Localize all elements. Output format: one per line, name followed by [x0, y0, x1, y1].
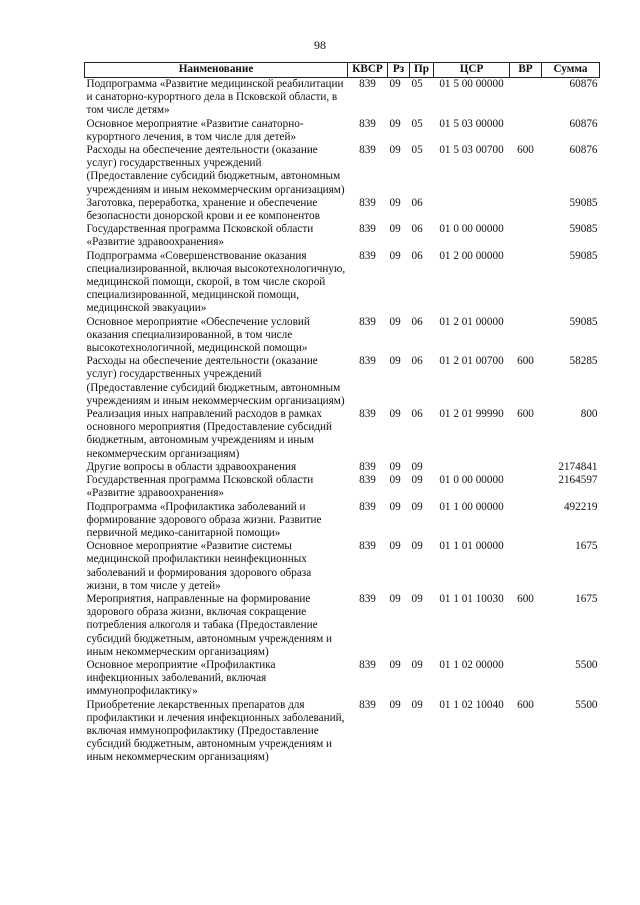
row-pr-cell: 06 [411, 223, 423, 236]
row-csr-cell [434, 461, 510, 474]
row-csr-cell: 01 2 00 00000 [439, 249, 504, 262]
row-csr-cell: 01 1 02 10040 [439, 698, 504, 711]
row-name-cell: Подпрограмма «Совершенствование оказания специализированной, включая высокотехнологичную, медицинской помощи, скорой, в том числе скорой специализированной, медицинской помощи, медицинской эвакуации» [86, 249, 346, 315]
row-rz-cell: 09 [389, 408, 401, 421]
row-pr-cell: 09 [411, 658, 423, 671]
row-kvsr-cell: 839 [359, 460, 376, 473]
row-rz-cell: 09 [389, 460, 401, 473]
row-sum-cell: 492219 [563, 500, 598, 513]
row-sum-cell: 59085 [569, 223, 598, 236]
row-vr-cell: 600 [517, 698, 534, 711]
table-row [85, 223, 600, 249]
table-row [85, 118, 600, 144]
header-vr: ВР [510, 63, 542, 78]
row-kvsr-cell: 839 [359, 500, 376, 513]
row-vr-cell [510, 316, 542, 356]
row-pr-cell: 05 [411, 78, 423, 90]
row-rz-cell: 09 [389, 658, 401, 671]
row-kvsr-cell: 839 [359, 592, 376, 605]
table-row [85, 144, 600, 197]
row-csr-cell: 01 5 03 00000 [439, 117, 504, 130]
row-rz-cell: 09 [389, 592, 401, 605]
row-rz-cell: 09 [389, 474, 401, 487]
row-sum-cell: 60876 [569, 117, 598, 130]
row-name-cell: Основное мероприятие «Развитие санаторно-курортного лечения, в том числе для детей» [86, 117, 304, 143]
row-kvsr-cell: 839 [359, 223, 376, 236]
row-pr-cell: 09 [411, 540, 423, 553]
row-csr-cell: 01 2 01 00700 [439, 355, 504, 368]
row-csr-cell: 01 1 01 00000 [439, 540, 504, 553]
row-name-cell: Государственная программа Псковской области «Развитие здравоохранения» [86, 223, 314, 249]
row-name-cell: Подпрограмма «Развитие медицинской реабилитации и санаторно-курортного дела в Псковской области, в том числе детям» [86, 78, 344, 117]
table-header-row [85, 63, 600, 78]
table-row [85, 540, 600, 593]
table-row [85, 593, 600, 659]
row-rz-cell: 09 [389, 144, 401, 157]
header-pr: Пр [410, 63, 434, 78]
row-kvsr-cell: 839 [359, 144, 376, 157]
row-sum-cell: 59085 [569, 249, 598, 262]
table-row [85, 78, 600, 118]
row-pr-cell: 05 [411, 117, 423, 130]
row-rz-cell: 09 [389, 540, 401, 553]
row-sum-cell: 59085 [569, 196, 598, 209]
row-sum-cell: 5500 [575, 698, 598, 711]
row-name-cell: Подпрограмма «Профилактика заболеваний и формирование здорового образа жизни. Развитие первичной медико-санитарной помощи» [86, 500, 322, 539]
header-sum: Сумма [542, 63, 600, 78]
row-vr-cell [510, 659, 542, 699]
row-kvsr-cell: 839 [359, 540, 376, 553]
row-kvsr-cell: 839 [359, 355, 376, 368]
row-pr-cell: 09 [411, 698, 423, 711]
row-pr-cell: 06 [411, 196, 423, 209]
row-name-cell: Основное мероприятие «Развитие системы медицинской профилактики неинфекционных заболеваний и формирования здорового образа жизни, в том числе у детей» [86, 540, 312, 592]
row-pr-cell: 06 [411, 355, 423, 368]
row-vr-cell [510, 540, 542, 593]
page-number: 98 [314, 38, 326, 52]
row-csr-cell: 01 2 01 99990 [439, 408, 504, 421]
row-pr-cell: 05 [411, 144, 423, 157]
row-kvsr-cell: 839 [359, 249, 376, 262]
row-name-cell: Расходы на обеспечение деятельности (оказание услуг) государственных учреждений (Предоставление субсидий бюджетным, автономным учреждениям и иным некоммерческим организациям) [86, 144, 345, 196]
row-pr-cell: 06 [411, 408, 423, 421]
table-row [85, 699, 600, 765]
table-row [85, 197, 600, 223]
row-csr-cell: 01 1 00 00000 [439, 500, 504, 513]
row-csr-cell: 01 2 01 00000 [439, 315, 504, 328]
row-name-cell: Основное мероприятие «Обеспечение условий оказания специализированной, в том числе высокотехнологичной, медицинской помощи» [86, 315, 310, 355]
table-row [85, 474, 600, 500]
row-vr-cell: 600 [517, 355, 534, 368]
row-name-cell: Мероприятия, направленные на формирование здорового образа жизни, включая сокращение потребления алкоголя и табака (Предоставление субсидий бюджетным, автономным учреждениям и иным некоммерческим организациям) [86, 592, 332, 658]
row-vr-cell [510, 197, 542, 223]
row-sum-cell: 1675 [575, 592, 598, 605]
row-kvsr-cell: 839 [359, 474, 376, 487]
row-rz-cell: 09 [389, 117, 401, 130]
row-kvsr-cell: 839 [359, 408, 376, 421]
row-csr-cell [434, 197, 510, 223]
row-rz-cell: 09 [389, 315, 401, 328]
row-sum-cell: 59085 [569, 315, 598, 328]
row-pr-cell: 09 [411, 500, 423, 513]
row-csr-cell: 01 1 01 10030 [439, 592, 504, 605]
row-vr-cell [510, 78, 542, 118]
row-name-cell: Приобретение лекарственных препаратов для профилактики и лечения инфекционных заболеваний, включая иммунопрофилактику (Предоставление субсидий бюджетным, автономным учреждениям и иным некоммерческим организациям) [86, 698, 345, 764]
row-csr-cell: 01 0 00 00000 [439, 474, 504, 487]
row-rz-cell: 09 [389, 249, 401, 262]
row-pr-cell: 09 [411, 592, 423, 605]
row-name-cell: Другие вопросы в области здравоохранения [86, 460, 297, 473]
row-name-cell: Реализация иных направлений расходов в рамках основного мероприятия (Предоставление субсидий бюджетным, автономным учреждениям и иным некоммерческим организациям) [86, 408, 332, 460]
row-rz-cell: 09 [389, 78, 401, 90]
header-kvsr: КВСР [348, 63, 388, 78]
row-vr-cell [510, 501, 542, 541]
header-name: Наименование [85, 63, 348, 78]
row-csr-cell: 01 1 02 00000 [439, 658, 504, 671]
row-csr-cell: 01 0 00 00000 [439, 223, 504, 236]
row-pr-cell: 09 [411, 460, 423, 473]
table-body [85, 78, 600, 765]
row-rz-cell: 09 [389, 196, 401, 209]
row-kvsr-cell: 839 [359, 78, 376, 90]
row-name-cell: Государственная программа Псковской области «Развитие здравоохранения» [86, 474, 314, 500]
row-sum-cell: 58285 [569, 355, 598, 368]
row-vr-cell [510, 118, 542, 144]
budget-table [84, 62, 600, 765]
table-row [85, 250, 600, 316]
row-sum-cell: 2174841 [558, 460, 598, 473]
row-vr-cell [510, 474, 542, 500]
table-row [85, 408, 600, 461]
table-row [85, 659, 600, 699]
row-vr-cell [510, 223, 542, 249]
row-kvsr-cell: 839 [359, 117, 376, 130]
row-name-cell: Расходы на обеспечение деятельности (оказание услуг) государственных учреждений (Предоставление субсидий бюджетным, автономным учреждениям и иным некоммерческим организациям) [86, 355, 345, 407]
row-rz-cell: 09 [389, 698, 401, 711]
row-sum-cell: 5500 [575, 658, 598, 671]
row-vr-cell [510, 461, 542, 474]
table-row [85, 355, 600, 408]
row-kvsr-cell: 839 [359, 658, 376, 671]
row-name-cell: Заготовка, переработка, хранение и обеспечение безопасности донорской крови и ее компонентов [86, 196, 320, 223]
row-rz-cell: 09 [389, 223, 401, 236]
row-sum-cell: 2164597 [558, 474, 598, 487]
row-kvsr-cell: 839 [359, 315, 376, 328]
row-kvsr-cell: 839 [359, 196, 376, 209]
row-rz-cell: 09 [389, 355, 401, 368]
table-row [85, 316, 600, 356]
row-rz-cell: 09 [389, 500, 401, 513]
row-kvsr-cell: 839 [359, 698, 376, 711]
row-sum-cell: 1675 [575, 540, 598, 553]
row-pr-cell: 06 [411, 315, 423, 328]
row-vr-cell: 600 [517, 592, 534, 605]
row-sum-cell: 60876 [569, 144, 598, 157]
row-sum-cell: 800 [580, 408, 598, 421]
row-name-cell: Основное мероприятие «Профилактика инфекционных заболеваний, включая иммунопрофилактику» [86, 658, 276, 698]
row-csr-cell: 01 5 03 00700 [439, 144, 504, 157]
header-rz: Рз [388, 63, 410, 78]
row-vr-cell: 600 [517, 408, 534, 421]
table-row [85, 501, 600, 541]
table-row [85, 461, 600, 474]
row-vr-cell: 600 [517, 144, 534, 157]
row-pr-cell: 09 [411, 474, 423, 487]
header-csr: ЦСР [434, 63, 510, 78]
row-csr-cell: 01 5 00 00000 [439, 78, 504, 90]
row-sum-cell: 60876 [569, 78, 598, 90]
row-pr-cell: 06 [411, 249, 423, 262]
row-vr-cell [510, 250, 542, 316]
